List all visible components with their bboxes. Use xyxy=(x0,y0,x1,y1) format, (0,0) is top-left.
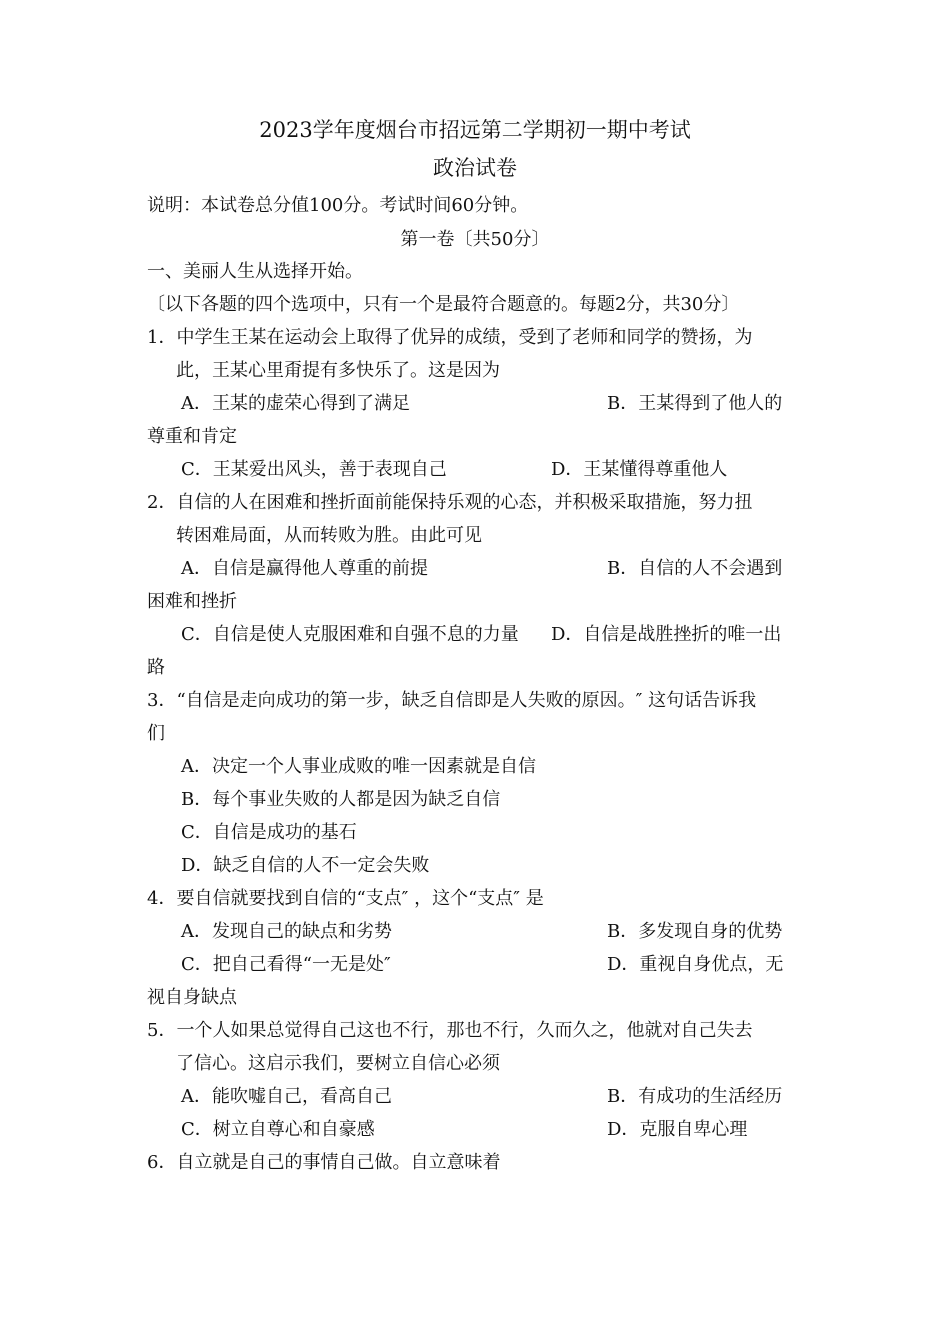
question-text: 1．中学生王某在运动会上取得了优异的成绩，受到了老师和同学的赞扬，为 xyxy=(147,327,753,348)
option-b: B．有成功的生活经历 xyxy=(607,1086,783,1107)
option-a: A．决定一个人事业成败的唯一因素就是自信 xyxy=(181,756,536,777)
option-a: A．能吹嘘自己，看高自己 xyxy=(181,1086,392,1107)
option-d-continued: 视自身缺点 xyxy=(147,987,237,1008)
option-b: B．多发现自身的优势 xyxy=(607,921,783,942)
part-title: 第一卷〔共50分〕 xyxy=(400,229,550,250)
option-d: D．王某懂得尊重他人 xyxy=(551,459,728,480)
question-text: 3．“自信是走向成功的第一步，缺乏自信即是人失败的原因。″ 这句话告诉我 xyxy=(147,690,757,711)
question-text: 了信心。这启示我们，要树立自信心必须 xyxy=(176,1053,500,1074)
question-text: 5．一个人如果总觉得自己这也不行，那也不行，久而久之，他就对自己失去 xyxy=(147,1020,753,1041)
option-b: B．王某得到了他人的 xyxy=(607,393,783,414)
option-a: A．自信是赢得他人尊重的前提 xyxy=(181,558,428,579)
question-text: 6．自立就是自己的事情自己做。自立意味着 xyxy=(147,1152,501,1173)
option-d: D．缺乏自信的人不一定会失败 xyxy=(181,855,430,876)
option-b: B．自信的人不会遇到 xyxy=(607,558,783,579)
option-d: D．自信是战胜挫折的唯一出 xyxy=(551,624,782,645)
option-b-continued: 尊重和肯定 xyxy=(147,426,237,447)
exam-title: 2023学年度烟台市招远第二学期初一期中考试 xyxy=(259,118,691,142)
option-d: D．重视自身优点，无 xyxy=(607,954,784,975)
exam-note: 说明：本试卷总分值100分。考试时间60分钟。 xyxy=(147,195,529,216)
option-c: C．自信是使人克服困难和自强不息的力量 xyxy=(181,624,519,645)
section-instruction: 〔以下各题的四个选项中，只有一个是最符合题意的。每题2分，共30分〕 xyxy=(147,294,740,315)
option-d-continued: 路 xyxy=(147,657,165,678)
option-a: A．发现自己的缺点和劣势 xyxy=(181,921,392,942)
exam-subtitle: 政治试卷 xyxy=(433,156,517,180)
option-d: D．克服自卑心理 xyxy=(607,1119,748,1140)
question-text: 转困难局面，从而转败为胜。由此可见 xyxy=(176,525,482,546)
question-text: 4．要自信就要找到自信的“支点″ ，这个“支点″ 是 xyxy=(147,888,544,909)
option-c: C．树立自尊心和自豪感 xyxy=(181,1119,375,1140)
question-text: 2．自信的人在困难和挫折面前能保持乐观的心态，并积极采取措施，努力扭 xyxy=(147,492,753,513)
option-b: B．每个事业失败的人都是因为缺乏自信 xyxy=(181,789,501,810)
option-c: C．把自己看得“一无是处″ xyxy=(181,954,391,975)
question-text: 们 xyxy=(147,723,165,744)
option-c: C．自信是成功的基石 xyxy=(181,822,357,843)
option-a: A．王某的虚荣心得到了满足 xyxy=(181,393,410,414)
section-heading: 一、美丽人生从选择开始。 xyxy=(147,261,363,282)
question-text: 此，王某心里甭提有多快乐了。这是因为 xyxy=(176,360,500,381)
option-c: C．王某爱出风头，善于表现自己 xyxy=(181,459,447,480)
option-b-continued: 困难和挫折 xyxy=(147,591,237,612)
